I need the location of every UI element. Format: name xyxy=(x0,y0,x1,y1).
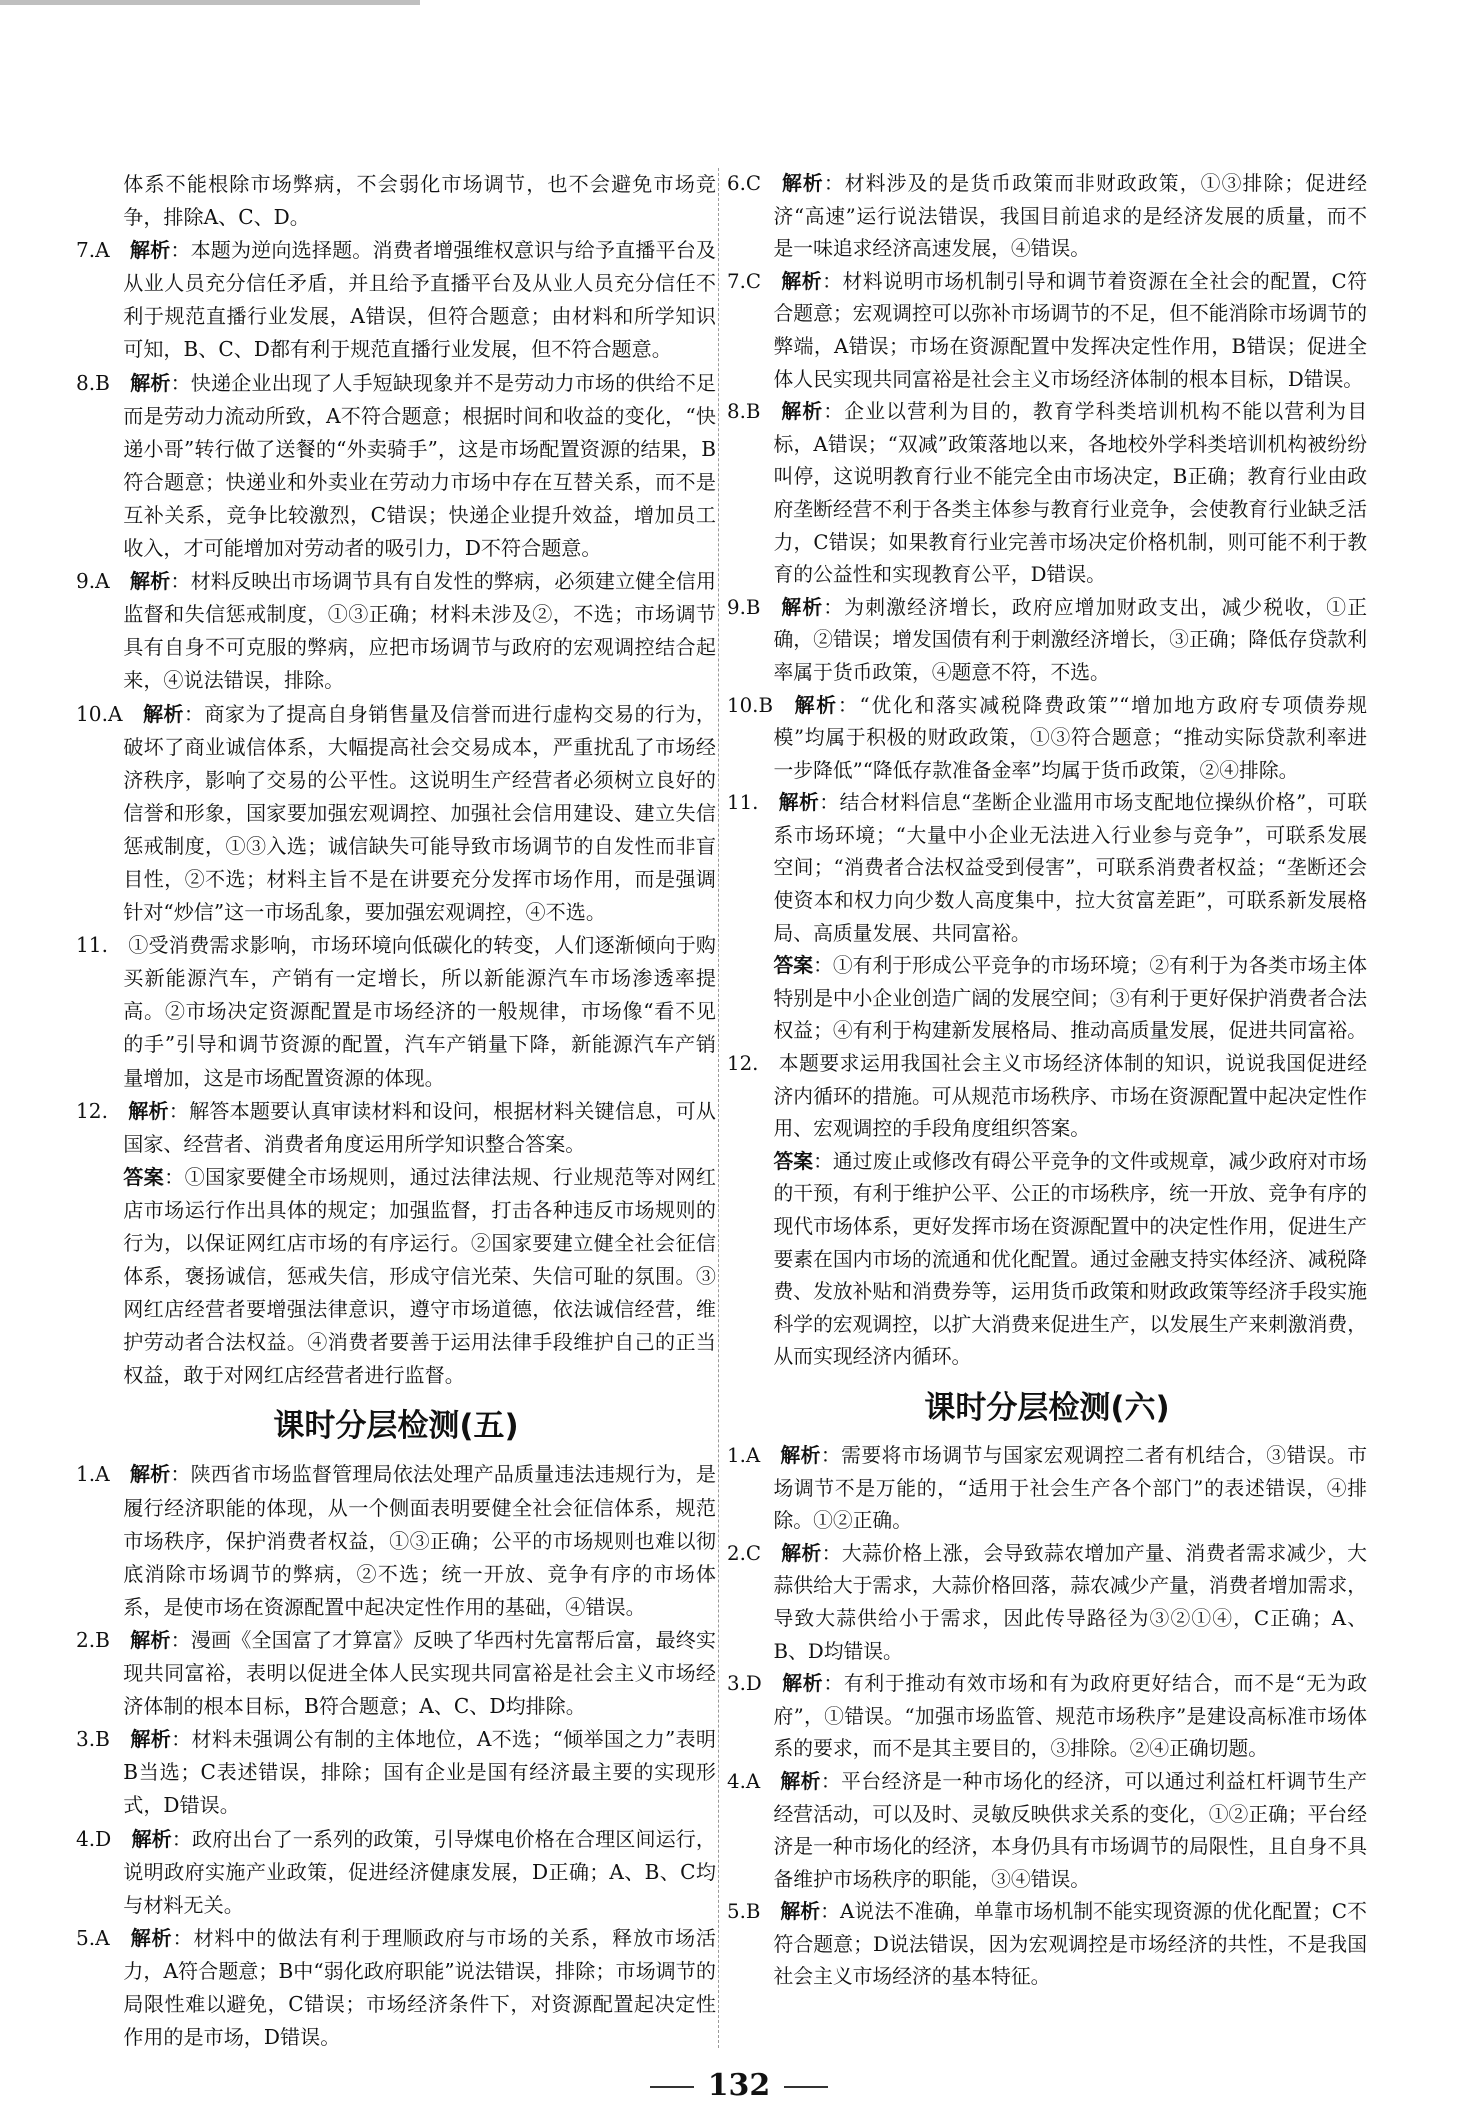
answer-continuation: 答案：①国家要健全市场规则，通过法律法规、行业规范等对网红店市场运行作出具体的规定；加强监督，打击各种违反市场规则的行为，以保证网红店市场的有序运行。②国家要建立健全社会征信体系，褒扬诚信，惩戒失信，形成守信光荣、失信可耻的氛围。③网红店经营者要增强法律意识，遵守市场道德，依法诚信经营，维护劳动者合法权益。④消费者要善于运用法律手段维护自己的正当权益，敢于对网红店经营者进行监督。 xyxy=(123,1164,716,1388)
left-column xyxy=(76,168,716,2054)
answer-item: 3.D 解析：有利于推动有效市场和有为政府更好结合，而不是“无为政府”，①错误。“加强市场监管、规范市场秩序”是建设高标准市场体系的要求，而不是其主要目的，③排除。②④正确切题。 xyxy=(727,1672,1367,1761)
item-number: 11. xyxy=(76,933,108,958)
item-number: 6.C xyxy=(727,172,762,195)
item-text: 体系不能根除市场弊病，不会弱化市场调节，也不会避免市场竞争，排除A、C、D。 xyxy=(123,172,716,230)
answer-item: 9.B 解析：为刺激经济增长，政府应增加财政支出，减少税收，①正确，②错误；增发国债有利于刺激经济增长，③正确；降低存贷款利率属于货币政策，④题意不符，不选。 xyxy=(727,595,1367,684)
answer-item: 6.C 解析：材料涉及的是货币政策而非财政政策，①③排除；促进经济“高速”运行说法错误，我国目前追求的是经济发展的质量，而不是一味追求经济高速发展，④错误。 xyxy=(727,172,1367,261)
item-number: 7.A xyxy=(76,238,110,263)
answer-continuation: 答案：①有利于形成公平竞争的市场环境；②有利于为各类市场主体特别是中小企业创造广阔的发展空间；③有利于更好保护消费者合法权益；④有利于构建新发展格局、推动高质量发展，促进共同富裕。 xyxy=(773,954,1367,1043)
item-label: 解析 xyxy=(780,595,824,619)
answer-item: 5.B 解析：A说法不准确，单靠市场机制不能实现资源的优化配置；C不符合题意；D说法错误，因为宏观调控是市场经济的共性，不是我国社会主义市场经济的基本特征。 xyxy=(727,1900,1367,1989)
item-text: 快递企业出现了人手短缺现象并不是劳动力市场的供给不足而是劳动力流动所致，A不符合题意；根据时间和收益的变化，“快递小哥”转行做了送餐的“外卖骑手”，这是市场配置资源的结果，B符合题意；快递业和外卖业在劳动力市场中存在互替关系，而不是互补关系，竞争比较激烈，C错误；快递企业提升效益，增加员工收入，才可能增加对劳动者的吸引力，D不符合题意。 xyxy=(123,370,717,561)
answer-item: 4.A 解析：平台经济是一种市场化的经济，可以通过利益杠杆调节生产经营活动，可以及时、灵敏反映供求关系的变化，①②正确；平台经济是一种市场化的经济，本身仍具有市场调节的局限性，且自身不具备维护市场秩序的职能，③④错误。 xyxy=(727,1769,1367,1891)
answer-item: 10.B 解析：“优化和落实减税降费政策”“增加地方政府专项债券规模”均属于积极的财政政策，①③符合题意；“推动实际贷款利率进一步降低”“降低存款准备金率”均属于货币政策，②④排除。 xyxy=(727,693,1367,782)
item-number: 3.B xyxy=(76,1727,110,1752)
item-number: 11. xyxy=(727,791,759,815)
item-number: 2.B xyxy=(76,1627,110,1652)
item-text: 材料反映出市场调节具有自发性的弊病，必须建立健全信用监督和失信惩戒制度，①③正确；材料未涉及②，不选；市场调节具有自身不可克服的弊病，应把市场调节与政府的宏观调控结合起来，④说法错误，排除。 xyxy=(123,569,717,693)
item-number: 12. xyxy=(76,1098,108,1123)
answer-item: 8.B 解析：快递企业出现了人手短缺现象并不是劳动力市场的供给不足而是劳动力流动所致，A不符合题意；根据时间和收益的变化，“快递小哥”转行做了送餐的“外卖骑手”，这是市场配置资源的结果，B符合题意；快递业和外卖业在劳动力市场中存在互替关系，而不是互补关系，竞争比较激烈，C错误；快递企业提升效益，增加员工收入，才可能增加对劳动者的吸引力，D不符合题意。 xyxy=(76,370,717,561)
item-number: 9.A xyxy=(76,569,110,594)
item-text: “优化和落实减税降费政策”“增加地方政府专项债券规模”均属于积极的财政政策，①③符合题意；“推动实际贷款利率进一步降低”“降低存款准备金率”均属于货币政策，②④排除。 xyxy=(773,693,1367,782)
column-divider xyxy=(718,168,719,2048)
item-number: 7.C xyxy=(727,269,762,293)
item-text: 陕西省市场监督管理局依法处理产品质量违法违规行为，是履行经济职能的体现，从一个侧面表明要健全社会征信体系，规范市场秩序，保护消费者权益，①③正确；公平的市场规则也难以彻底消除市场调节的弊病，②不选；统一开放、竞争有序的市场体系，是使市场在资源配置中起决定性作用的基础，④错误。 xyxy=(123,1462,717,1619)
item-text: 商家为了提高自身销售量及信誉而进行虚构交易的行为，破坏了商业诚信体系，大幅提高社会交易成本，严重扰乱了市场经济秩序，影响了交易的公平性。这说明生产经营者必须树立良好的信誉和形象，国家要加强宏观调控、加强社会信用建设、建立失信惩戒制度，①③入选；诚信缺失可能导致市场调节的自发性而非盲目性，②不选；材料主旨不是在讲要充分发挥市场作用，而是强调针对“炒信”这一市场乱象，要加强宏观调控，④不选。 xyxy=(123,701,717,925)
answer-item: 8.B 解析：企业以营利为目的，教育学科类培训机构不能以营利为目标，A错误；“双减”政策落地以来，各地校外学科类培训机构被纷纷叫停，这说明教育行业不能完全由市场决定，B正确；教育行业由政府垄断经营不利于各类主体参与教育行业竞争，会使教育行业缺乏活力，C错误；如果教育行业完善市场决定价格机制，则可能不利于教育的公益性和实现教育公平，D错误。 xyxy=(727,400,1367,587)
item-number: 1.A xyxy=(727,1443,761,1467)
item-number: 3.D xyxy=(727,1672,762,1696)
item-number: 8.B xyxy=(727,400,761,424)
item-label: 解析 xyxy=(781,1672,824,1696)
item-label: 解析 xyxy=(779,1769,821,1793)
answer-item: 7.C 解析：材料说明市场机制引导和调节着资源在全社会的配置，C符合题意；宏观调控可以弥补市场调节的不足，但不能消除市场调节的弊端，A错误；市场在资源配置中发挥决定性作用，B错误；促进全体人民实现共同富裕是社会主义市场经济体制的根本目标，D错误。 xyxy=(727,269,1367,391)
item-label: 解析 xyxy=(129,238,171,263)
item-text: A说法不准确，单靠市场机制不能实现资源的优化配置；C不符合题意；D说法错误，因为宏观调控是市场经济的共性，不是我国社会主义市场经济的基本特征。 xyxy=(773,1900,1367,1989)
answer-item: 2.B 解析：漫画《全国富了才算富》反映了华西村先富帮后富，最终实现共同富裕，表明以促进全体人民实现共同富裕是社会主义市场经济体制的根本目标，B符合题意；A、C、D均排除。 xyxy=(76,1627,717,1719)
item-label: 解析 xyxy=(131,1826,172,1851)
item-label: 解析 xyxy=(129,1462,171,1487)
item-text: 材料说明市场机制引导和调节着资源在全社会的配置，C符合题意；宏观调控可以弥补市场调节的不足，但不能消除市场调节的弊端，A错误；市场在资源配置中发挥决定性作用，B错误；促进全体人民实现共同富裕是社会主义市场经济体制的根本目标，D错误。 xyxy=(773,269,1367,391)
answer-item: 2.C 解析：大蒜价格上涨，会导致蒜农增加产量、消费者需求减少，大蒜供给大于需求，大蒜价格回落，蒜农减少产量，消费者增加需求，导致大蒜供给小于需求，因此传导路径为③②①④，C正确；A、B、D均错误。 xyxy=(727,1541,1367,1663)
item-label: 解析 xyxy=(780,1541,822,1565)
item-text: 材料未强调公有制的主体地位，A不选；“倾举国之力”表明B当选；C表述错误，排除；国有企业是国有经济最主要的实现形式，D错误。 xyxy=(123,1727,717,1818)
item-text: ①有利于形成公平竞争的市场环境；②有利于为各类市场主体特别是中小企业创造广阔的发展空间；③有利于更好保护消费者合法权益；④有利于构建新发展格局、推动高质量发展，促进共同富裕。 xyxy=(773,954,1367,1043)
item-text: 需要将市场调节与国家宏观调控二者有机结合，③错误。市场调节不是万能的，“适用于社会生产各个部门”的表述错误，④排除。①②正确。 xyxy=(773,1443,1367,1533)
answer-item: 3.B 解析：材料未强调公有制的主体地位，A不选；“倾举国之力”表明B当选；C表述错误，排除；国有企业是国有经济最主要的实现形式，D错误。 xyxy=(76,1727,717,1818)
item-number: 5.B xyxy=(727,1900,761,1924)
item-number: 12. xyxy=(727,1052,759,1076)
item-label: 答案 xyxy=(773,1149,814,1173)
item-number: 1.A xyxy=(76,1462,110,1487)
item-label: 解析 xyxy=(780,1900,821,1924)
item-text: 大蒜价格上涨，会导致蒜农增加产量、消费者需求减少，大蒜供给大于需求，大蒜价格回落，蒜农减少产量，消费者增加需求，导致大蒜供给小于需求，因此传导路径为③②①④，C正确；A、B、D均错误。 xyxy=(773,1541,1367,1663)
answer-item: 5.A 解析：材料中的做法有利于理顺政府与市场的关系，释放市场活力，A符合题意；B中“弱化政府职能”说法错误，排除；市场调节的局限性难以避免，C错误；市场经济条件下，对资源配置起决定性作用的是市场，D错误。 xyxy=(76,1925,717,2050)
item-label: 解析 xyxy=(780,400,824,424)
item-label: 答案 xyxy=(123,1164,165,1189)
item-label: 解析 xyxy=(792,693,838,717)
item-number: 8.B xyxy=(76,370,110,395)
answer-item: 1.A 解析：陕西省市场监督管理局依法处理产品质量违法违规行为，是履行经济职能的体现，从一个侧面表明要健全社会征信体系，规范市场秩序，保护消费者权益，①③正确；公平的市场规则也难以彻底消除市场调节的弊病，②不选；统一开放、竞争有序的市场体系，是使市场在资源配置中起决定性作用的基础，④错误。 xyxy=(76,1462,717,1619)
item-text: 通过废止或修改有碍公平竞争的文件或规章，减少政府对市场的干预，有利于维护公平、公正的市场秩序，统一开放、竞争有序的现代市场体系，更好发挥市场在资源配置中的决定性作用，促进生产要素在国内市场的流通和优化配置。通过金融支持实体经济、减税降费、发放补贴和消费券等，运用货币政策和财政政策等经济手段实施科学的宏观调控，以扩大消费来促进生产，以发展生产来刺激消费，从而实现经济内循环。 xyxy=(773,1149,1367,1369)
item-label: 解析 xyxy=(130,370,171,395)
item-number: 10.B xyxy=(727,693,773,717)
item-text: 企业以营利为目的，教育学科类培训机构不能以营利为目标，A错误；“双减”政策落地以来，各地校外学科类培训机构被纷纷叫停，这说明教育行业不能完全由市场决定，B正确；教育行业由政府垄断经营不利于各类主体参与教育行业竞争，会使教育行业缺乏活力，C错误；如果教育行业完善市场决定价格机制，则可能不利于教育的公益性和实现教育公平，D错误。 xyxy=(773,400,1367,587)
item-text: 为刺激经济增长，政府应增加财政支出，减少税收，①正确，②错误；增发国债有利于刺激经济增长，③正确；降低存贷款利率属于货币政策，④题意不符，不选。 xyxy=(773,595,1367,684)
item-number: 2.C xyxy=(727,1541,762,1565)
item-text: 结合材料信息“垄断企业滥用市场支配地位操纵价格”，可联系市场环境；“大量中小企业无法进入行业参与竞争”，可联系发展空间；“消费者合法权益受到侵害”，可联系消费者权益；“垄断还会使资本和权力向少数人高度集中，拉大贫富差距”，可联系新发展格局、高质量发展、共同富裕。 xyxy=(773,791,1367,945)
page-number: 132 xyxy=(707,2068,771,2103)
item-number: 5.A xyxy=(76,1925,110,1950)
answer-item: 12. 解析：解答本题要认真审读材料和设问，根据材料关键信息，可从国家、经营者、消费者角度运用所学知识整合答案。 xyxy=(76,1098,717,1156)
item-text: 漫画《全国富了才算富》反映了华西村先富帮后富，最终实现共同富裕，表明以促进全体人民实现共同富裕是社会主义市场经济体制的根本目标，B符合题意；A、C、D均排除。 xyxy=(123,1627,717,1719)
footer-dash-left xyxy=(650,2086,694,2088)
answer-item: 7.A 解析：本题为逆向选择题。消费者增强维权意识与给予直播平台及从业人员充分信任矛盾，并且给予直播平台及从业人员充分信任不利于规范直播行业发展，A错误，但符合题意；由材料和所学知识可知，B、C、D都有利于规范直播行业发展，但不符合题意。 xyxy=(76,238,717,362)
item-label: 解析 xyxy=(779,1443,821,1467)
item-number: 10.A xyxy=(76,701,123,726)
item-label: 答案 xyxy=(773,954,814,978)
answer-item: 9.A 解析：材料反映出市场调节具有自发性的弊病，必须建立健全信用监督和失信惩戒制度，①③正确；材料未涉及②，不选；市场调节具有自身不可克服的弊病，应把市场调节与政府的宏观调控结合起来，④说法错误，排除。 xyxy=(76,569,717,693)
item-label: 解析 xyxy=(142,701,184,726)
item-text: ①受消费需求影响，市场环境向低碳化的转变，人们逐渐倾向于购买新能源汽车，产销有一定增长，所以新能源汽车市场渗透率提高。②市场决定资源配置是市场经济的一般规律，市场像“看不见的手”引导和调节资源的配置，汽车产销量下降，新能源汽车产销量增加，这是市场配置资源的体现。 xyxy=(123,933,716,1090)
answer-item: 11. 解析：结合材料信息“垄断企业滥用市场支配地位操纵价格”，可联系市场环境；“大量中小企业无法进入行业参与竞争”，可联系发展空间；“消费者合法权益受到侵害”，可联系消费者权益；“垄断还会使资本和权力向少数人高度集中，拉大贫富差距”，可联系新发展格局、高质量发展、共同富裕。 xyxy=(727,791,1367,945)
item-text: 政府出台了一系列的政策，引导煤电价格在合理区间运行，说明政府实施产业政策，促进经济健康发展，D正确；A、B、C均与材料无关。 xyxy=(123,1826,717,1917)
item-label: 解析 xyxy=(778,791,820,815)
item-label: 解析 xyxy=(128,1098,169,1123)
item-text: 有利于推动有效市场和有为政府更好结合，而不是“无为政府”，①错误。“加强市场监管、规范市场秩序”是建设高标准市场体系的要求，而不是其主要目的，③排除。②④正确切题。 xyxy=(773,1672,1367,1761)
section-title: 课时分层检测(六) xyxy=(924,1389,1170,1426)
item-label: 解析 xyxy=(129,1925,173,1950)
item-text: ①国家要健全市场规则，通过法律法规、行业规范等对网红店市场运行作出具体的规定；加强监督，打击各种违反市场规则的行为，以保证网红店市场的有序运行。②国家要建立健全社会征信体系，褒扬诚信，惩戒失信，形成守信光荣、失信可耻的氛围。③网红店经营者要增强法律意识，遵守市场道德，依法诚信经营，维护劳动者合法权益。④消费者要善于运用法律手段维护自己的正当权益，敢于对网红店经营者进行监督。 xyxy=(123,1164,716,1388)
page-number-footer xyxy=(0,2068,1478,2103)
item-text: 本题要求运用我国社会主义市场经济体制的知识，说说我国促进经济内循环的措施。可从规范市场秩序、市场在资源配置中起决定性作用、宏观调控的手段角度组织答案。 xyxy=(773,1052,1367,1141)
answer-continuation: 答案：通过废止或修改有碍公平竞争的文件或规章，减少政府对市场的干预，有利于维护公平、公正的市场秩序，统一开放、竞争有序的现代市场体系，更好发挥市场在资源配置中的决定性作用，促进生产要素在国内市场的流通和优化配置。通过金融支持实体经济、减税降费、发放补贴和消费券等，运用货币政策和财政政策等经济手段实施科学的宏观调控，以扩大消费来促进生产，以发展生产来刺激消费，从而实现经济内循环。 xyxy=(773,1149,1367,1369)
footer-dash-right xyxy=(784,2086,828,2088)
answer-continuation xyxy=(76,168,716,234)
top-rule xyxy=(0,0,420,5)
right-column xyxy=(727,168,1367,1994)
answer-item: 4.D 解析：政府出台了一系列的政策，引导煤电价格在合理区间运行，说明政府实施产业政策，促进经济健康发展，D正确；A、B、C均与材料无关。 xyxy=(76,1826,717,1917)
item-label: 解析 xyxy=(780,269,823,293)
item-label: 解析 xyxy=(130,1727,172,1752)
item-number: 4.A xyxy=(727,1769,761,1793)
section-title: 课时分层检测(五) xyxy=(273,1408,519,1445)
answer-item: 10.A 解析：商家为了提高自身销售量及信誉而进行虚构交易的行为，破坏了商业诚信体系，大幅提高社会交易成本，严重扰乱了市场经济秩序，影响了交易的公平性。这说明生产经营者必须树立良好的信誉和形象，国家要加强宏观调控、加强社会信用建设、建立失信惩戒制度，①③入选；诚信缺失可能导致市场调节的自发性而非盲目性，②不选；材料主旨不是在讲要充分发挥市场作用，而是强调针对“炒信”这一市场乱象，要加强宏观调控，④不选。 xyxy=(76,701,717,925)
answer-item xyxy=(727,1048,1367,1146)
item-text: 材料中的做法有利于理顺政府与市场的关系，释放市场活力，A符合题意；B中“弱化政府职能”说法错误，排除；市场调节的局限性难以避免，C错误；市场经济条件下，对资源配置起决定性作用的是市场，D错误。 xyxy=(123,1925,717,2050)
item-text: 本题为逆向选择题。消费者增强维权意识与给予直播平台及从业人员充分信任矛盾，并且给予直播平台及从业人员充分信任不利于规范直播行业发展，A错误，但符合题意；由材料和所学知识可知，B、C、D都有利于规范直播行业发展，但不符合题意。 xyxy=(123,238,717,362)
item-number: 4.D xyxy=(76,1826,112,1851)
item-label: 解析 xyxy=(780,172,824,195)
item-label: 解析 xyxy=(130,1627,171,1652)
answer-item: 1.A 解析：需要将市场调节与国家宏观调控二者有机结合，③错误。市场调节不是万能的，“适用于社会生产各个部门”的表述错误，④排除。①②正确。 xyxy=(727,1443,1367,1533)
item-text: 解答本题要认真审读材料和设问，根据材料关键信息，可从国家、经营者、消费者角度运用所学知识整合答案。 xyxy=(123,1098,717,1156)
item-text: 材料涉及的是货币政策而非财政政策，①③排除；促进经济“高速”运行说法错误，我国目前追求的是经济发展的质量，而不是一味追求经济高速发展，④错误。 xyxy=(773,172,1367,261)
item-number: 9.B xyxy=(727,595,761,619)
item-label: 解析 xyxy=(129,569,171,594)
answer-item xyxy=(76,929,716,1094)
item-text: 平台经济是一种市场化的经济，可以通过利益杠杆调节生产经营活动，可以及时、灵敏反映供求关系的变化，①②正确；平台经济是一种市场化的经济，本身仍具有市场调节的局限性，且自身不具备维护市场秩序的职能，③④错误。 xyxy=(773,1769,1367,1891)
